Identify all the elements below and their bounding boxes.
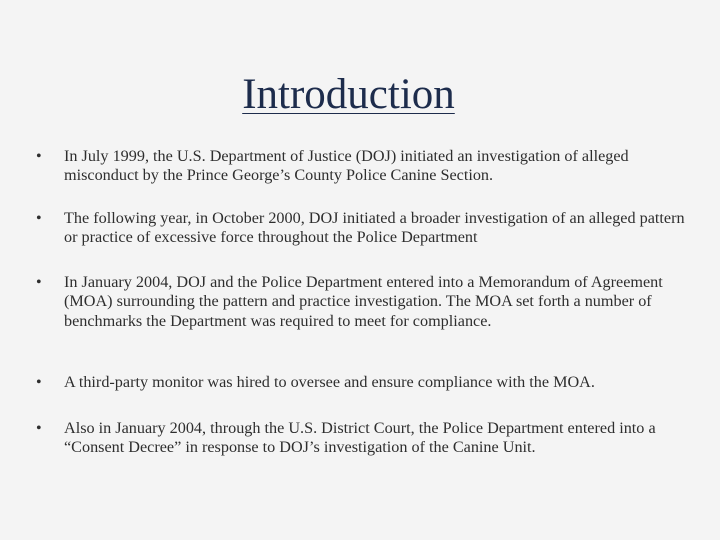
bullet-text: A third-party monitor was hired to oversee and ensure compliance with the MOA. <box>64 373 595 391</box>
slide-title: Introduction <box>242 71 455 118</box>
bullet-marker: • <box>36 420 42 437</box>
bullet-text: The following year, in October 2000, DOJ initiated a broader investigation of an alleged pattern or practice of excessive force throughout the Police Department <box>64 209 685 247</box>
bullet-marker: • <box>36 210 42 227</box>
bullet-text: In July 1999, the U.S. Department of Justice (DOJ) initiated an investigation of alleged misconduct by the Prince George’s County Police Canine Section. <box>64 147 629 185</box>
bullet-marker: • <box>36 148 42 165</box>
bullet-marker: • <box>36 374 42 391</box>
bullet-text: Also in January 2004, through the U.S. District Court, the Police Department entered into a “Consent Decree” in response to DOJ’s investigation of the Canine Unit. <box>64 419 656 457</box>
bullet-marker: • <box>36 274 42 291</box>
bullet-text: In January 2004, DOJ and the Police Department entered into a Memorandum of Agreement (MOA) surrounding the pattern and practice investigation. The MOA set forth a number of benchmarks the Department was required to meet for compliance. <box>64 273 663 330</box>
